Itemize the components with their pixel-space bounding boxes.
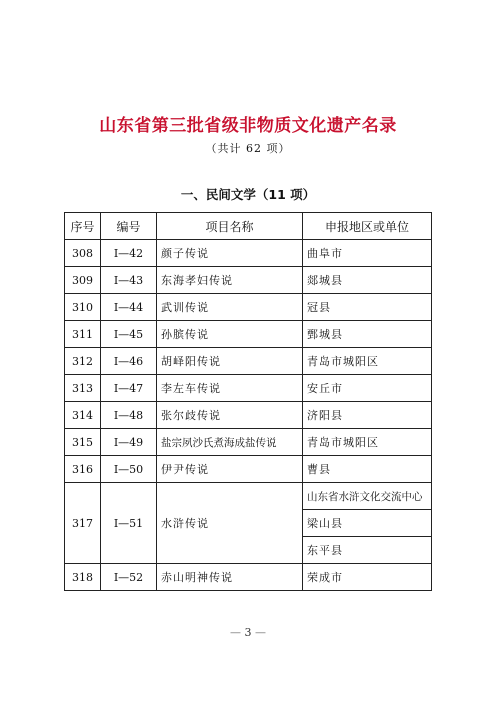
seq-cell: 317 [65,483,101,564]
table-row [65,321,432,348]
name-cell: 东海孝妇传说 [157,267,303,294]
code-cell: Ⅰ—46 [101,348,157,375]
seq-cell: 310 [65,294,101,321]
code-cell: Ⅰ—43 [101,267,157,294]
code-cell: Ⅰ—50 [101,456,157,483]
region-cell: 曲阜市 [303,240,432,267]
table-row [65,294,432,321]
region-cell: 东平县 [303,537,432,564]
code-cell: Ⅰ—49 [101,429,157,456]
code-cell: Ⅰ—42 [101,240,157,267]
name-cell: 颜子传说 [157,240,303,267]
code-cell: Ⅰ—48 [101,402,157,429]
region-cell: 曹县 [303,456,432,483]
name-cell: 水浒传说 [157,483,303,564]
seq-cell: 308 [65,240,101,267]
document-title: 山东省第三批省级非物质文化遗产名录 [99,116,397,136]
table-header-row [65,213,432,240]
seq-cell: 311 [65,321,101,348]
table-row [65,240,432,267]
document-subtitle: （共计 62 项） [205,142,291,155]
heritage-list-table [64,212,432,591]
code-cell: Ⅰ—47 [101,375,157,402]
page-dash-right: — [255,626,266,639]
name-cell: 胡峄阳传说 [157,348,303,375]
region-cell: 鄄城县 [303,321,432,348]
page-dash-left: — [230,626,241,639]
region-cell: 冠县 [303,294,432,321]
seq-cell: 314 [65,402,101,429]
page-number [0,626,496,639]
page-number-value: 3 [244,626,252,639]
name-cell: 盐宗夙沙氏煮海成盐传说 [157,429,303,456]
region-cell: 山东省水浒文化交流中心 [303,483,432,510]
region-cell: 青岛市城阳区 [303,348,432,375]
name-cell: 赤山明神传说 [157,564,303,591]
seq-cell: 312 [65,348,101,375]
table-row [65,429,432,456]
name-cell: 伊尹传说 [157,456,303,483]
seq-cell: 309 [65,267,101,294]
region-cell: 荣成市 [303,564,432,591]
table-row [65,483,432,510]
seq-cell: 316 [65,456,101,483]
name-cell: 张尔歧传说 [157,402,303,429]
code-cell: Ⅰ—45 [101,321,157,348]
region-cell: 郯城县 [303,267,432,294]
seq-cell: 315 [65,429,101,456]
table-row [65,375,432,402]
table-row [65,348,432,375]
header-seq: 序号 [65,213,101,240]
section-title: 一、民间文学（11 项） [180,187,316,202]
region-cell: 安丘市 [303,375,432,402]
header-region: 申报地区或单位 [303,213,432,240]
header-name: 项目名称 [157,213,303,240]
name-cell: 李左车传说 [157,375,303,402]
seq-cell: 313 [65,375,101,402]
region-cell: 青岛市城阳区 [303,429,432,456]
code-cell: Ⅰ—51 [101,483,157,564]
code-cell: Ⅰ—52 [101,564,157,591]
table-row [65,564,432,591]
name-cell: 武训传说 [157,294,303,321]
name-cell: 孙膑传说 [157,321,303,348]
seq-cell: 318 [65,564,101,591]
table-row [65,267,432,294]
region-cell: 梁山县 [303,510,432,537]
header-code: 编号 [101,213,157,240]
region-cell: 济阳县 [303,402,432,429]
table-row [65,402,432,429]
table-row [65,456,432,483]
code-cell: Ⅰ—44 [101,294,157,321]
